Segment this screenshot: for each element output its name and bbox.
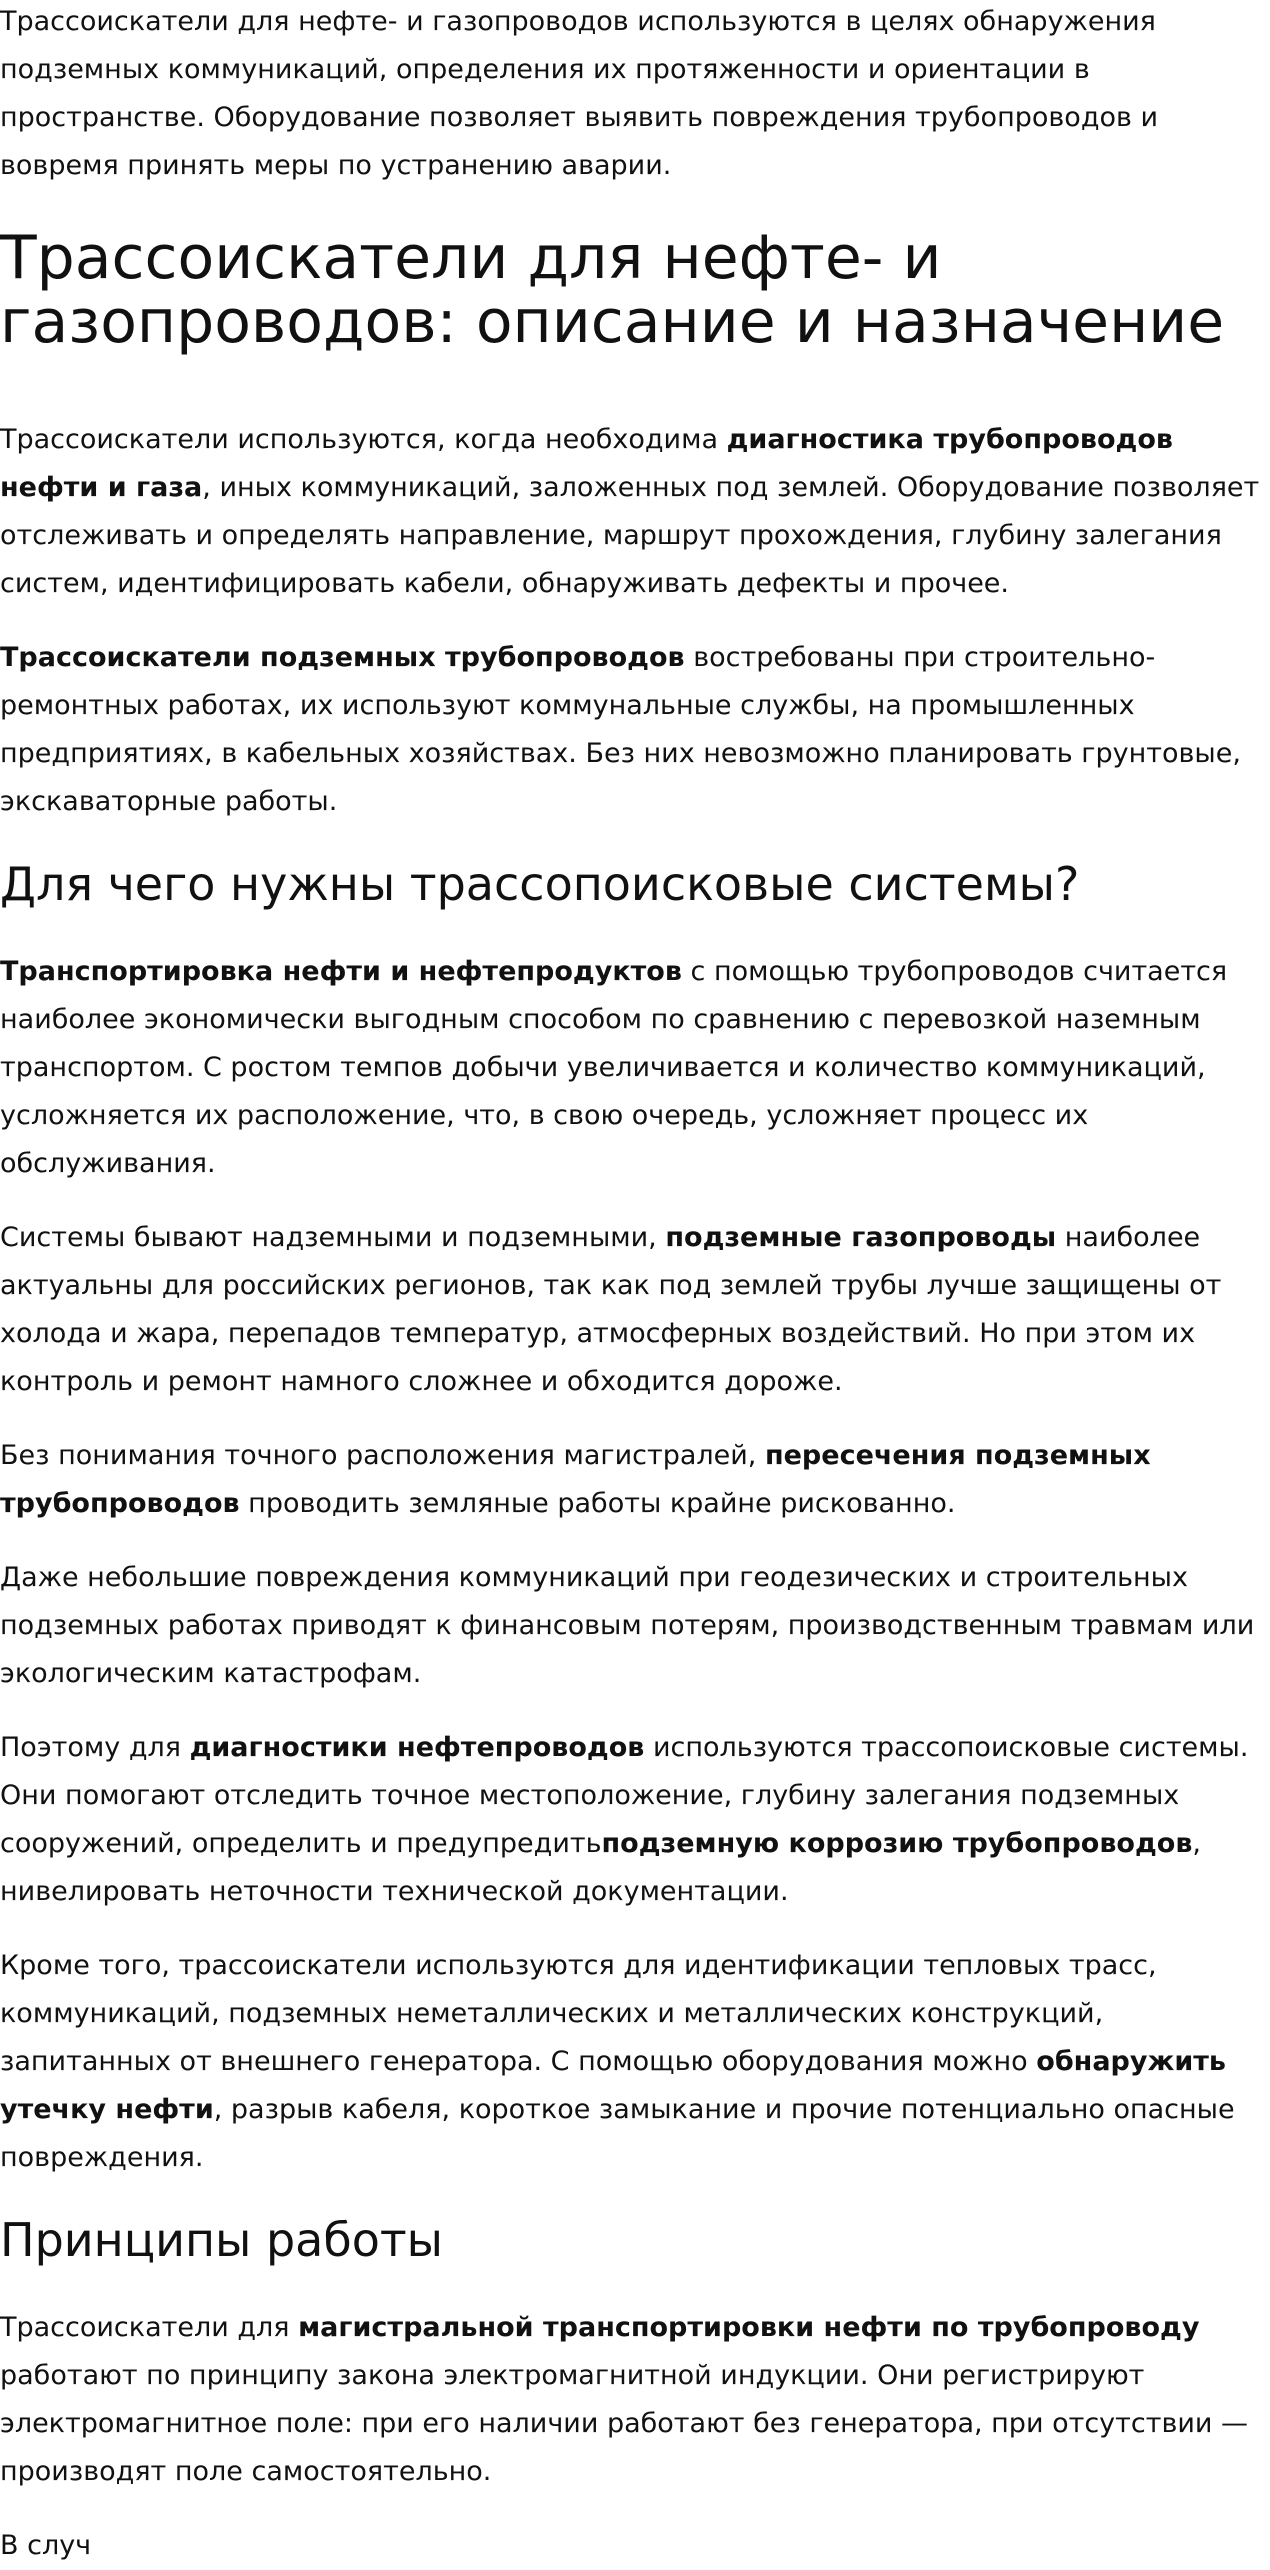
paragraph-purpose (0, 416, 1270, 608)
paragraph-damage: Даже небольшие повреждения коммуникаций при геодезических и строительных подземных работах приводят к финансовым потерям, производственным травмам или экологическим катастрофам. (0, 1562, 1255, 1689)
paragraph-text: , разрыв кабеля, короткое замыкание и прочие потенциально опасные повреждения. (0, 2094, 1235, 2173)
paragraph-text: проводить земляные работы крайне рискованно. (239, 1488, 956, 1519)
bold-phrase: обнаружить утечку нефти (0, 2046, 1226, 2125)
paragraph-identification (0, 1942, 1270, 2182)
intro-paragraph: Трассоискатели для нефте- и газопроводов используются в целях обнаружения подземных коммуникаций, определения их протяженности и ориентации в пространстве. Оборудование позволяет выявить повреждения трубопроводов и вовремя принять меры по устранению аварии. (0, 6, 1159, 181)
paragraph-text: Без понимания точного расположения магистралей, (0, 1440, 765, 1471)
paragraph-text: Трассоискатели для (0, 2312, 299, 2343)
page-title: Трассоискатели для нефте- и газопроводов: описание и назначение (0, 223, 1225, 357)
paragraph-text: , иных коммуникаций, заложенных под землей. Оборудование позволяет отслеживать и определять направление, маршрут прохождения, глубину залегания систем, идентифицировать кабели, обнаруживать дефекты и прочее. (0, 472, 1260, 599)
paragraph-text: , нивелировать неточности технической документации. (0, 1828, 1202, 1907)
paragraph-text: Поэтому для (0, 1732, 190, 1763)
paragraph-text: Кроме того, трассоискатели используются для идентификации тепловых трасс, коммуникаций, подземных неметаллических и металлических конструкций, запитанных от внешнего генератора. С помощью оборудования можно (0, 1950, 1157, 2077)
paragraph-text: Системы бывают надземными и подземными, (0, 1222, 666, 1253)
section-heading-why: Для чего нужны трассопоисковые системы? (0, 857, 1080, 911)
paragraph-systems (0, 1214, 1270, 1406)
paragraph-transport (0, 948, 1270, 1188)
paragraph-crossings (0, 1432, 1270, 1528)
paragraph-text: востребованы при строительно-ремонтных работах, их используют коммунальные службы, на промышленных предприятиях, в кабельных хозяйствах. Без них невозможно планировать грунтовые, экскаваторные работы. (0, 642, 1241, 817)
paragraph-text: используются трассопоисковые системы. Они помогают отследить точное местоположение, глубину залегания подземных сооружений, определить и предупредить (0, 1732, 1249, 1859)
bold-phrase: подземные газопроводы (665, 1222, 1057, 1253)
bold-phrase: подземную коррозию трубопроводов (601, 1828, 1193, 1859)
paragraph-text: с помощью трубопроводов считается наиболее экономически выгодным способом по сравнению с перевозкой наземным транспортом. С ростом темпов добычи увеличивается и количество коммуникаций, усложняется их расположение, что, в свою очередь, усложняет процесс их обслуживания. (0, 956, 1228, 1179)
bold-phrase: пересечения подземных трубопроводов (0, 1440, 1151, 1519)
section-heading-principles: Принципы работы (0, 2213, 443, 2267)
paragraph-usage (0, 634, 1270, 826)
paragraph-diagnostics (0, 1724, 1270, 1916)
bold-phrase: Транспортировка нефти и нефтепродуктов (0, 956, 682, 987)
paragraph-truncated: В случ (0, 2530, 92, 2561)
bold-phrase: магистральной транспортировки нефти по трубопроводу (298, 2312, 1200, 2343)
paragraph-text: наиболее актуальны для российских регионов, так как под землей трубы лучше защищены от холода и жара, перепадов температур, атмосферных воздействий. Но при этом их контроль и ремонт намного сложнее и обходится дороже. (0, 1222, 1222, 1397)
bold-phrase: диагностика трубопроводов нефти и газа (0, 424, 1173, 503)
paragraph-principle (0, 2304, 1270, 2496)
bold-phrase: Трассоискатели подземных трубопроводов (0, 642, 685, 673)
paragraph-text: Трассоискатели используются, когда необходима (0, 424, 727, 455)
bold-phrase: диагностики нефтепроводов (189, 1732, 645, 1763)
paragraph-text: работают по принципу закона электромагнитной индукции. Они регистрируют электромагнитное поле: при его наличии работают без генератора, при отсутствии — производят поле самостоятельно. (0, 2360, 1249, 2487)
